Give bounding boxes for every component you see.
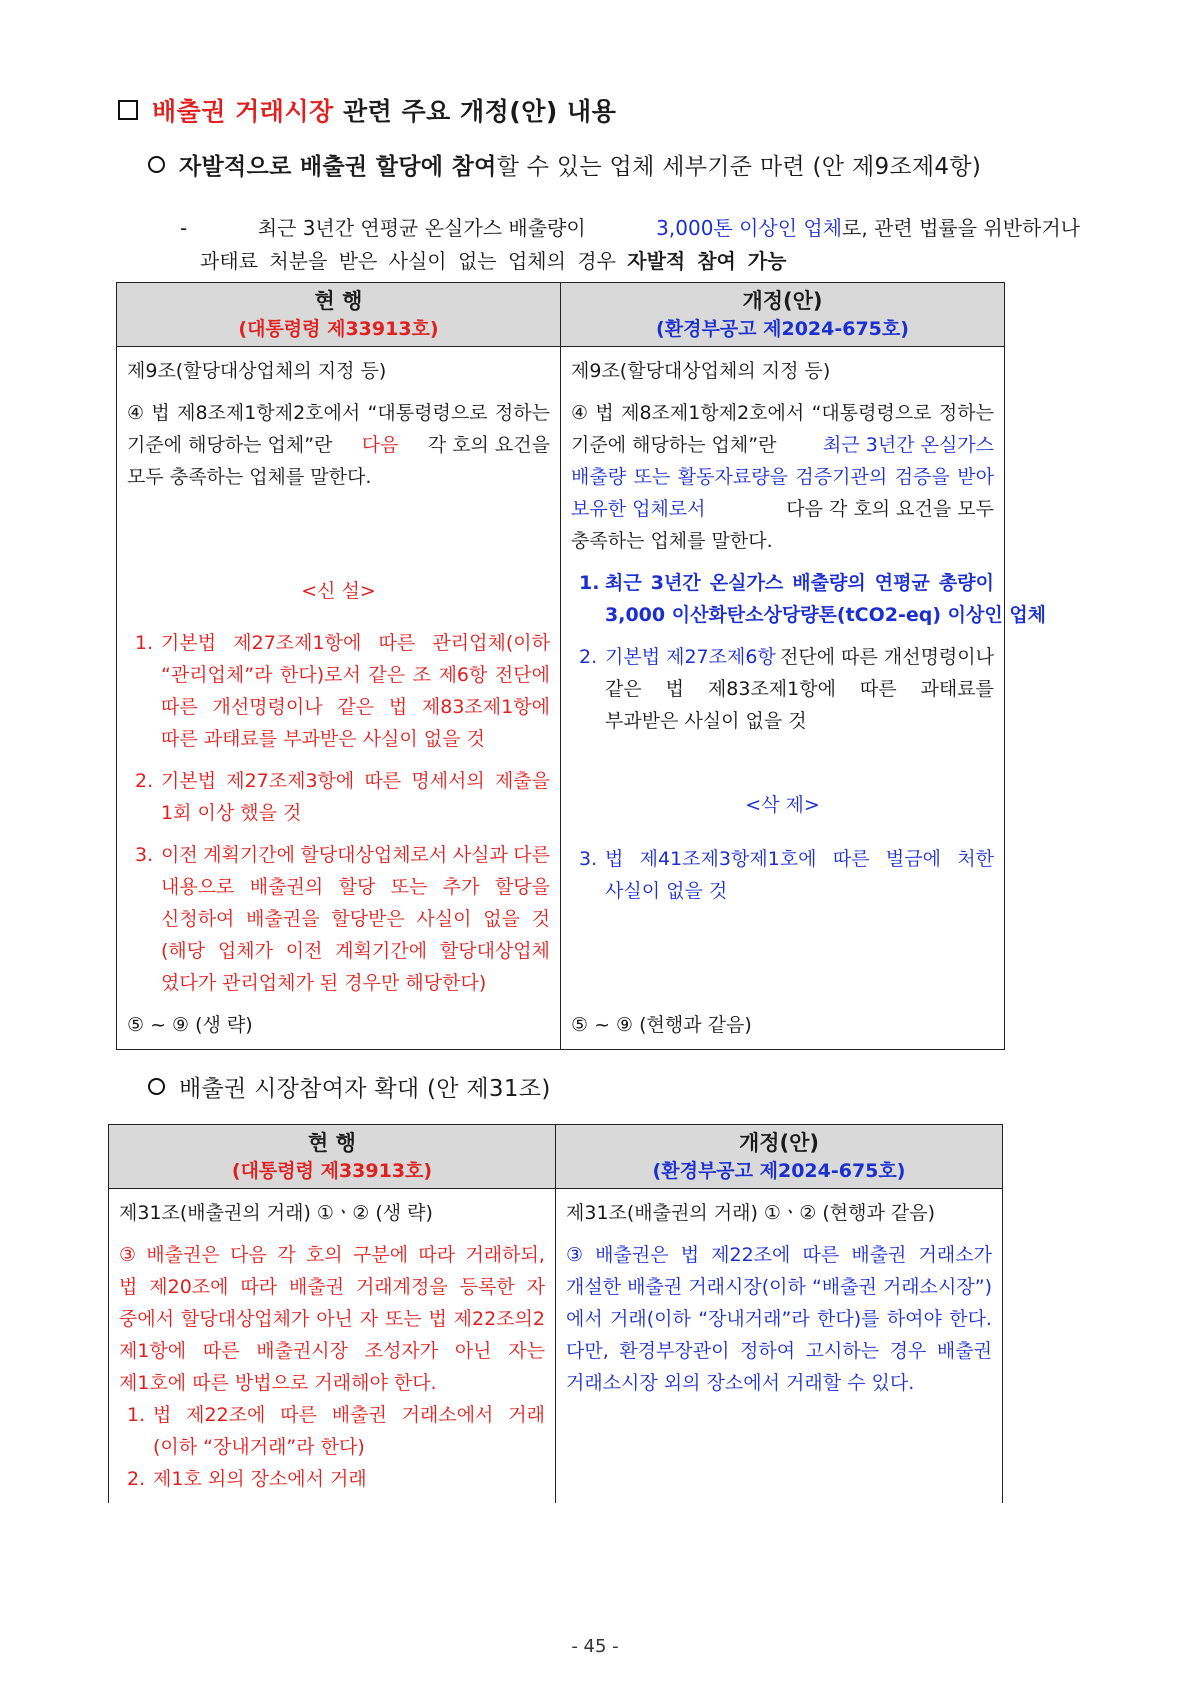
section1-title-bold: 자발적으로 배출권 할당에 참여: [179, 154, 497, 180]
proposed-text-cell: 제9조(할당대상업체의 지정 등) ④ 법 제8조제1항제2호에서 “대통령령으로 정하는 기준에 해당하는 업체”란 최근 3년간 온실가스 배출량 또는 활동자료량을 검증기관의 검증을 받아 보유한 업체로서 다음 각 호의 요건을 모두 충족하는 업체를 말한다. 1. 최근 3년간 온실가스 배출량의 연평균 총량이 3,000 이산화탄소상당량톤(tCO2-eq) 이상인 업체 2. 기본법 제27조제6항 전단에 따른 개선명령이나 같은 법 제83조제1항에 따른 과태료를 부과받은 사실이 없을 것 <삭 제> 3. 법 제41조제3항제1호에 따른 벌금에 처한 사실이 없을 것 ⑤ ~ ⑨ (현행과 같음): [561, 347, 1005, 1050]
current-item-1: 1. 기본법 제27조제1항에 따른 관리업체(이하 “관리업체”라 한다)로서 같은 조 제6항 전단에 따른 개선명령이나 같은 법 제83조제1항에 따른 과태료를 부과받은 사실이 없을 것: [135, 632, 550, 750]
new-clause-marker: <신 설>: [301, 580, 376, 602]
current-item-3: 3. 이전 계획기간에 할당대상업체로서 사실과 다른 내용으로 배출권의 할당 또는 추가 할당을 신청하여 배출권을 할당받은 사실이 없을 것 (해당 업체가 이전 계획기간에 할당대상업체 였다가 관리업체가 된 경우만 해당한다): [135, 844, 550, 994]
summary-line-1: - 최근 3년간 연평균 온실가스 배출량이 3,000톤 이상인 업체로, 관련 법률을 위반하거나: [180, 216, 1080, 240]
square-bullet-icon: [118, 100, 138, 120]
current-item-2: 2. 기본법 제27조제3항에 따른 명세서의 제출을 1회 이상 했을 것: [135, 770, 550, 824]
proposed-item-1: 1. 최근 3년간 온실가스 배출량의 연평균 총량이 3,000 이산화탄소상당량톤(tCO2-eq) 이상인 업체: [579, 572, 1047, 626]
deleted-clause-marker: <삭 제>: [745, 794, 820, 816]
proposed-column-header: 개정(안) (환경부공고 제2024-675호): [561, 283, 1005, 347]
current-column-header: 현 행 (대통령령 제33913호): [117, 283, 561, 347]
section2-title-text: 배출권 시장참여자 확대 (안 제31조): [179, 1076, 551, 1102]
comparison-table-1: [116, 282, 1047, 1050]
circle-bullet-icon: [148, 156, 165, 173]
page-number: - 45 -: [571, 1636, 619, 1657]
current-column-header: 현 행 (대통령령 제33913호): [109, 1125, 556, 1189]
proposed-paragraph-3: ③ 배출권은 법 제22조에 따른 배출권 거래소가 개설한 배출권 거래시장(이하 “배출권 거래소시장”) 에서 거래(이하 “장내거래”라 한다)를 하여야 한다. 다만, 환경부장관이 정하여 고시하는 경우 배출권 거래소시장 외의 장소에서 거래할 수 있다.: [566, 1244, 992, 1394]
proposed-column-header: 개정(안) (환경부공고 제2024-675호): [556, 1125, 1003, 1189]
circle-bullet-icon: [148, 1078, 165, 1095]
heading-highlight: 배출권 거래시장: [152, 97, 334, 126]
heading-rest: 관련 주요 개정(안) 내용: [333, 97, 617, 126]
proposed-item-3: 3. 법 제41조제3항제1호에 따른 벌금에 처한 사실이 없을 것: [579, 848, 994, 902]
section1-title: [148, 148, 981, 181]
section1-title-rest: 할 수 있는 업체 세부기준 마련 (안 제9조제4항): [496, 154, 982, 180]
current-paragraph-3: ③ 배출권은 다음 각 호의 구분에 따라 거래하되, 법 제20조에 따라 배출권 거래계정을 등록한 자 중에서 할당대상업체가 아닌 자 또는 법 제22조의2 제1항에 따른 배출권시장 조성자가 아닌 자는 제1호에 따른 방법으로 거래해야 한다. 1. 법 제22조에 따른 배출권 거래소에서 거래 (이하 “장내거래”라 한다) 2. 제1호 외의 장소에서 거래: [119, 1244, 545, 1490]
section1-summary: [180, 212, 1080, 278]
section2-title: [148, 1070, 551, 1103]
proposed-text-cell: 제31조(배출권의 거래) ①ㆍ② (현행과 같음) ③ 배출권은 법 제22조에 따른 배출권 거래소가 개설한 배출권 거래시장(이하 “배출권 거래소시장”) 에서 거래(이하 “장내거래”라 한다)를 하여야 한다. 다만, 환경부장관이 정하여 고시하는 경우 배출권 거래소시장 외의 장소에서 거래할 수 있다.: [556, 1189, 1003, 1504]
main-heading: [118, 92, 616, 128]
proposed-item-2: 2. 기본법 제27조제6항 전단에 따른 개선명령이나 같은 법 제83조제1항에 따른 과태료를 부과받은 사실이 없을 것: [579, 646, 994, 732]
current-text-cell: 제9조(할당대상업체의 지정 등) ④ 법 제8조제1항제2호에서 “대통령령으로 정하는 기준에 해당하는 업체”란 다음 각 호의 요건을 모두 충족하는 업체를 말한다. <신 설> 1. 기본법 제27조제1항에 따른 관리업체(이하 “관리업체”라 한다)로서 같은 조 제6항 전단에 따른 개선명령이나 같은 법 제83조제1항에 따른 과태료를 부과받은 사실이 없을 것 2. 기본법 제27조제3항에 따른 명세서의 제출을 1회 이상 했을 것 3. 이전 계획기간에 할당대상업체로서 사실과 다른 내용으로 배출권의 할당 또는 추가 할당을 신청하여 배출권을 할당받은 사실이 없을 것 (해당 업체가 이전 계획기간에 할당대상업체 였다가 관리업체가 된 경우만 해당한다) ⑤ ~ ⑨ (생 략): [117, 347, 561, 1050]
comparison-table-2: [108, 1124, 1003, 1503]
summary-highlight: 3,000톤 이상인 업체: [656, 216, 843, 240]
current-text-cell: 제31조(배출권의 거래) ①ㆍ② (생 략) ③ 배출권은 다음 각 호의 구분에 따라 거래하되, 법 제20조에 따라 배출권 거래계정을 등록한 자 중에서 할당대상업체가 아닌 자 또는 법 제22조의2 제1항에 따른 배출권시장 조성자가 아닌 자는 제1호에 따른 방법으로 거래해야 한다. 1. 법 제22조에 따른 배출권 거래소에서 거래 (이하 “장내거래”라 한다) 2. 제1호 외의 장소에서 거래: [109, 1189, 556, 1504]
summary-line-2: 과태료 처분을 받은 사실이 없는 업체의 경우 자발적 참여 가능: [200, 249, 787, 273]
summary-emphasis: 자발적 참여 가능: [627, 249, 787, 273]
